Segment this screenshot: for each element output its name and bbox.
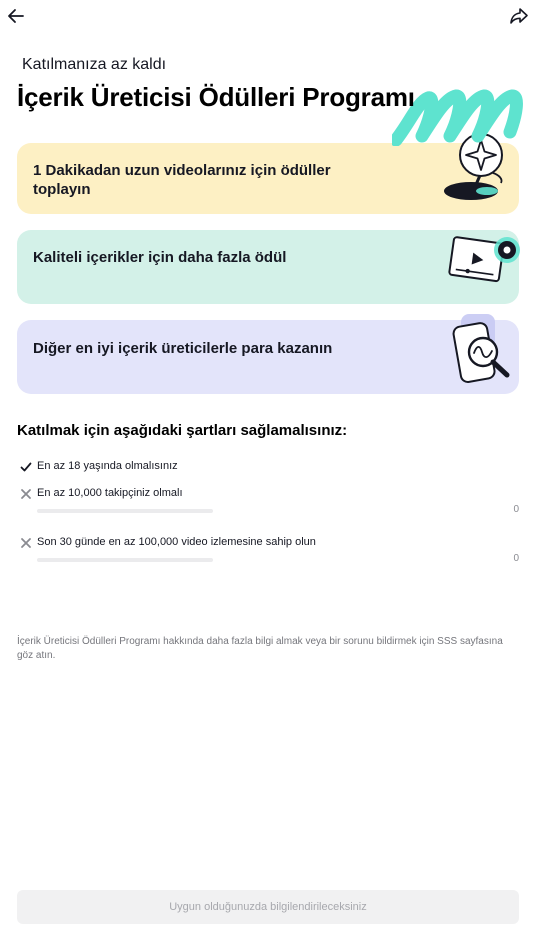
benefit-card-text: 1 Dakikadan uzun videolarınız için ödüller toplayın	[33, 162, 331, 198]
progress-bar	[37, 509, 213, 513]
progress-bar	[37, 558, 213, 562]
requirement-text: Son 30 günde en az 100,000 video izlemesine sahip olun	[37, 536, 316, 548]
requirement-views	[17, 536, 519, 572]
cross-icon	[20, 488, 32, 500]
arrow-left-icon	[6, 6, 26, 26]
video-player-icon	[445, 234, 525, 292]
phone-search-icon	[447, 312, 517, 390]
benefit-card-text: Diğer en iyi içerik üreticilerle para kazanın	[33, 340, 333, 357]
checkmark-icon	[20, 461, 32, 473]
requirement-followers	[17, 487, 519, 523]
requirement-text: En az 10,000 takipçiniz olmalı	[37, 487, 183, 499]
benefit-card-text: Kaliteli içerikler için daha fazla ödül	[33, 249, 287, 266]
progress-value: 0	[513, 504, 519, 515]
faq-footnote[interactable]: İçerik Üreticisi Ödülleri Programı hakkında daha fazla bilgi almak veya bir sorunu bildirmek için SSS sayfasına göz atın.	[17, 636, 503, 661]
benefit-card-long-videos	[17, 143, 519, 214]
page-subtitle: Katılmanıza az kaldı	[22, 56, 167, 73]
page-title: İçerik Üreticisi Ödülleri Programı	[17, 82, 415, 112]
back-button[interactable]	[4, 4, 28, 28]
benefit-card-earn	[17, 320, 519, 394]
share-arrow-icon	[509, 6, 529, 26]
benefit-card-quality	[17, 230, 519, 304]
requirement-age	[17, 460, 519, 478]
requirement-text: En az 18 yaşında olmalısınız	[37, 460, 178, 472]
top-bar	[0, 0, 535, 36]
requirements-title: Katılmak için aşağıdaki şartları sağlamalısınız:	[17, 422, 348, 439]
progress-value: 0	[513, 553, 519, 564]
cross-icon	[20, 537, 32, 549]
share-button[interactable]	[507, 4, 531, 28]
notify-button[interactable]: Uygun olduğunuzda bilgilendirileceksiniz	[17, 890, 519, 924]
